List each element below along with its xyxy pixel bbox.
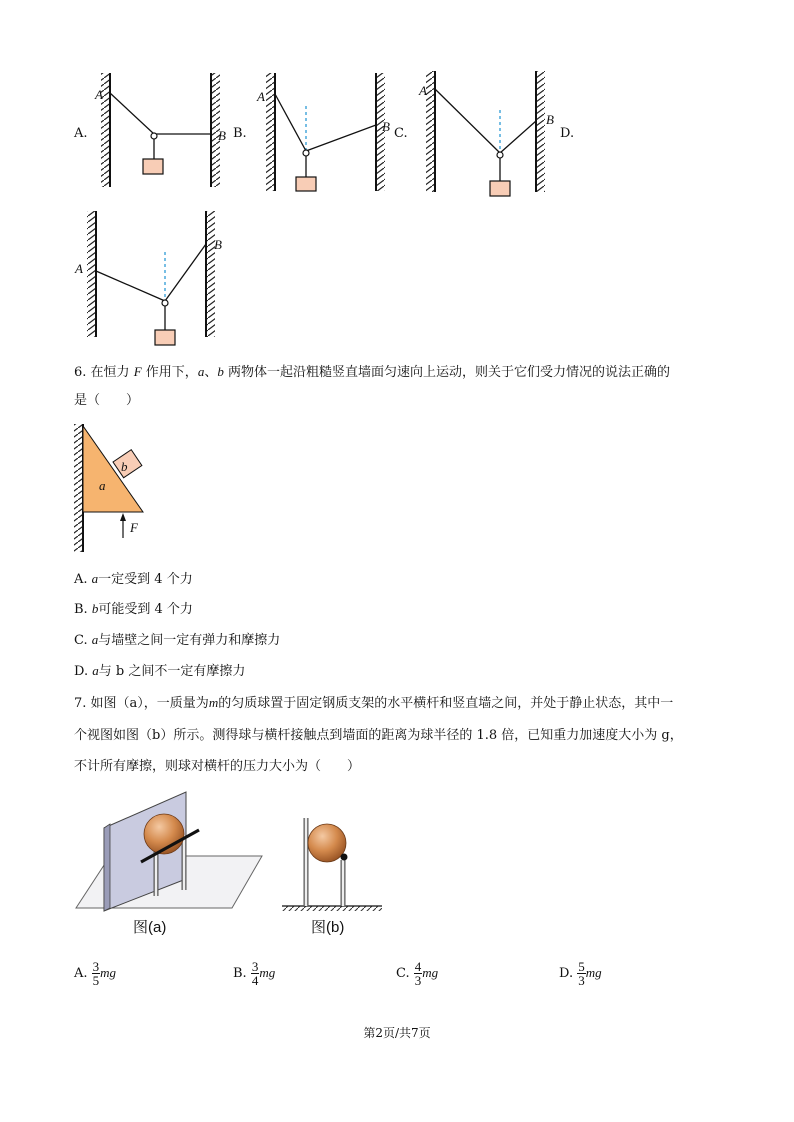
- svg-text:B: B: [382, 119, 390, 134]
- q7-fig-b-caption: 图(b): [311, 919, 345, 936]
- svg-text:a: a: [99, 478, 106, 493]
- q6-choice-d[interactable]: D. a与 b 之间不一定有摩擦力: [74, 663, 246, 679]
- q7-choice-c[interactable]: C. $\frac{4}{3}$ mg: [396, 959, 439, 988]
- svg-text:A: A: [75, 261, 83, 276]
- label-point-a: A: [95, 87, 103, 102]
- svg-text:F: F: [130, 520, 138, 535]
- q7-figure-b: [280, 812, 390, 912]
- q5-option-c-figure: [418, 71, 554, 196]
- label-point-b: B: [218, 128, 226, 143]
- contact-point: [341, 854, 348, 861]
- q7-choice-b[interactable]: B. $\frac{3}{4}$ mg: [233, 959, 276, 988]
- q5-option-a-figure: [94, 73, 226, 187]
- weight: [143, 159, 163, 174]
- q7-stem-line2: 个视图如图（b）所示。测得球与横杆接触点到墙面的距离为球半径的 1.8 倍，已知重力加速度大小为 g，: [74, 728, 683, 743]
- q7-figure-a: [72, 786, 272, 911]
- svg-text:A: A: [419, 83, 427, 98]
- q7-stem-line1: 7. 如图（a），一质量为m的匀质球置于固定钢质支架的水平横杆和竖直墙之间，并处于静止状态，其中一: [74, 695, 674, 711]
- svg-text:b: b: [121, 459, 128, 474]
- page-footer: 第2页/共7页: [363, 1026, 431, 1040]
- q7-fig-a-caption: 图(a): [133, 919, 167, 936]
- q5-option-d-label[interactable]: D.: [560, 126, 575, 141]
- svg-text:B: B: [546, 112, 554, 127]
- q7-choice-a[interactable]: A. $\frac{3}{5}$ mg: [74, 959, 117, 988]
- q7-stem-line3: 不计所有摩擦，则球对横杆的压力大小为（ ）: [74, 759, 361, 774]
- q6-figure: [70, 422, 180, 554]
- rope-a: [110, 93, 154, 134]
- svg-text:A: A: [257, 89, 265, 104]
- q7-choice-d[interactable]: D. $\frac{5}{3}$ mg: [559, 959, 602, 988]
- q5-figures: [0, 0, 794, 345]
- q6-choice-a[interactable]: A. a一定受到 4 个力: [74, 571, 193, 587]
- q5-option-b-label[interactable]: B.: [233, 126, 247, 141]
- q6-stem-line2: 是（ ）: [74, 393, 140, 408]
- q6-stem-line1: 6. 在恒力 F 作用下，a、b 两物体一起沿粗糙竖直墙面匀速向上运动，则关于它们受力情况的说法正确的: [74, 364, 670, 380]
- q5-option-c-label[interactable]: C.: [394, 126, 408, 141]
- q5-option-d-figure: [74, 211, 222, 345]
- q6-choice-c[interactable]: C. a与墙壁之间一定有弹力和摩擦力: [74, 632, 281, 648]
- svg-text:B: B: [214, 237, 222, 252]
- q5-option-b-figure: [256, 73, 390, 191]
- q5-option-a-label[interactable]: A.: [74, 126, 88, 141]
- q6-choice-b[interactable]: B. b可能受到 4 个力: [74, 601, 193, 617]
- knot: [151, 133, 157, 139]
